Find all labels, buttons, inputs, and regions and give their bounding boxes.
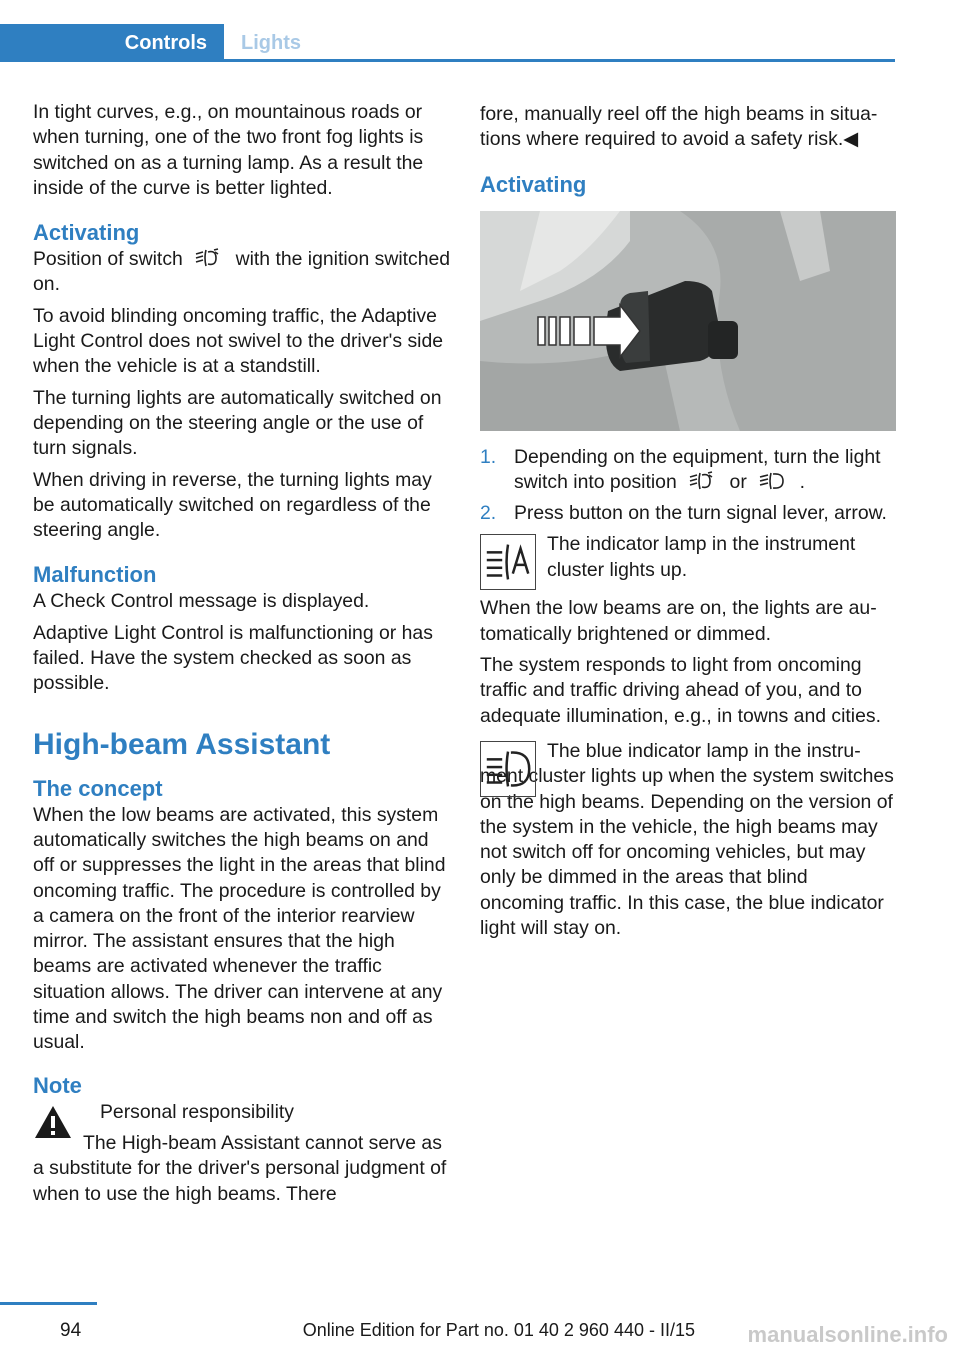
indicator-lamp-block (480, 532, 896, 588)
step-2-text: Press button on the turn signal lever, arrow. (514, 502, 887, 525)
low-beam-icon (758, 471, 788, 491)
activating-standstill-paragraph: To avoid blinding oncoming traffic, the Adaptive Light Control does not swivel to the driver's side when the vehicle is at a standstill. (33, 304, 444, 378)
right-column (480, 102, 896, 947)
continuation-paragraph: fore, manually reel off the high beams in situations where required to avoid a safety risk.◀ (480, 103, 878, 151)
warning-block (33, 1100, 451, 1207)
warning-icon (33, 1104, 73, 1140)
activating-steering-paragraph: The turning lights are automatically switched on depending on the steering angle or the use of turn signals. (33, 386, 442, 460)
malfunction-message-paragraph: A Check Control message is displayed. (33, 590, 370, 613)
activating-position-post: with the ignition switched on. (33, 248, 451, 296)
tabbar-underline (0, 59, 895, 62)
footer-accent-line (0, 1302, 97, 1305)
chapter-tabbar (0, 24, 895, 62)
turn-signal-lever-photo (480, 211, 896, 431)
low-beams-paragraph: When the low beams are on, the lights are automatically brightened or dimmed. (480, 597, 877, 645)
page-number: 94 (60, 1320, 82, 1341)
concept-heading: The concept (33, 775, 163, 801)
fog-light-auto-icon (688, 471, 718, 491)
system-responds-paragraph: The system responds to light from oncoming traffic and traffic driving ahead of you, and to adequate illumination, e.g., in towns and cities. (480, 654, 881, 727)
left-column (33, 100, 451, 1213)
activating-reverse-paragraph: When driving in reverse, the turning lights may be automatically switched on regardless of the steering angle. (33, 468, 432, 542)
blue-lamp-text (480, 739, 896, 941)
section-title: High-beam Assistant (33, 727, 331, 761)
activation-steps (480, 445, 896, 527)
malfunction-failed-paragraph: Adaptive Light Control is malfunctioning or has failed. Have the system checked as soon as possible. (33, 621, 433, 695)
note-title: Personal responsibility (100, 1100, 295, 1123)
step-2-number: 2. (480, 502, 497, 525)
concept-paragraph: When the low beams are activated, this system automatically switches the high beams on and off or suppresses the light in the areas that blind oncoming traffic. The procedure is controlled by a camera on the front of the interior rearview mirror. The assistant ensures that the high beams are activated whenever the traffic situation allows. The driver can intervene at any time and switch the high beams non and off as usual. (33, 803, 446, 1054)
step-1-number: 1. (480, 445, 497, 468)
note-text (33, 1131, 451, 1207)
malfunction-heading: Malfunction (33, 562, 157, 588)
high-beam-assistant-icon (480, 534, 536, 590)
activating-position-paragraph (33, 247, 451, 298)
step-1-text-mid: or (729, 470, 747, 493)
watermark: manualsonline.info (747, 1322, 948, 1347)
note-heading: Note (33, 1072, 82, 1098)
high-beam-icon (480, 741, 536, 797)
fog-light-auto-icon (194, 248, 224, 268)
step-1-text-post: . (799, 470, 805, 493)
note-text-body: The High-beam Assistant cannot serve as a substitute for the driver's personal judgment of when to use the high beams. There (33, 1131, 447, 1205)
tab-controls[interactable]: Controls (0, 24, 224, 62)
blue-lamp-block (480, 739, 896, 941)
step-1-text-pre: Depending on the equipment, turn the light switch into position (514, 445, 881, 493)
step-2 (480, 501, 896, 526)
blue-lamp-text-body: The blue indicator lamp in the instrument cluster lights up when the system switches on the high beams. Depending on the version of the system in the vehicle, the high beams may not switch off for oncoming vehicles, but may only be dimmed in the areas that blind oncoming traffic. In this case, the blue indicator light will stay on. (480, 739, 894, 940)
intro-paragraph: In tight curves, e.g., on mountainous roads or when turning, one of the two front fog lights is switched on as a turning lamp. As a result the inside of the curve is better lighted. (33, 101, 424, 199)
activating-heading: Activating (33, 220, 140, 246)
activating-position-pre: Position of switch (33, 248, 183, 271)
edition-note: Online Edition for Part no. 01 40 2 960 440 - II/15 (302, 1320, 695, 1340)
step-1 (480, 445, 896, 496)
tab-lights[interactable]: Lights (241, 32, 301, 54)
indicator-lamp-text: The indicator lamp in the instrument cluster lights up. (547, 533, 856, 581)
right-activating-heading: Activating (480, 171, 587, 197)
